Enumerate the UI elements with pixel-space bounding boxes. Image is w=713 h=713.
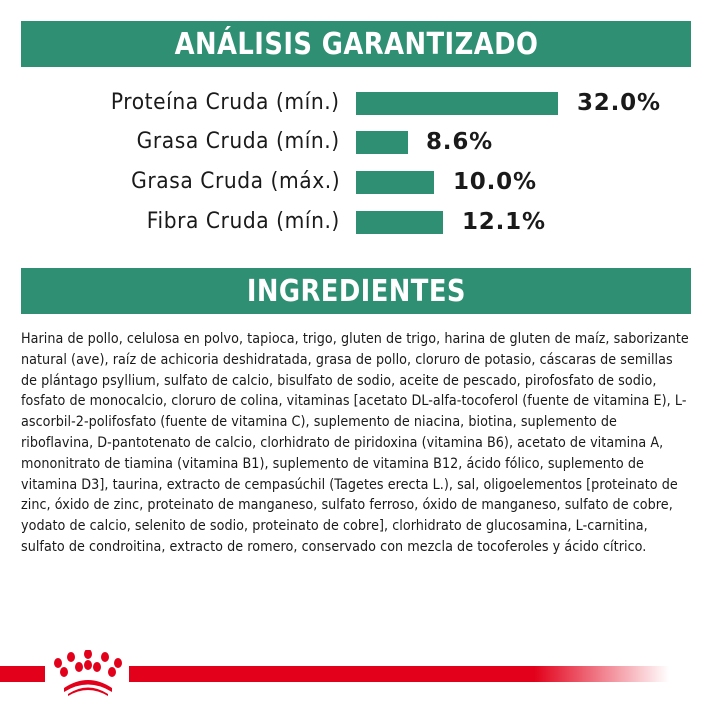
chart-row-value: 10.0% xyxy=(453,169,537,195)
footer-red-line-left xyxy=(0,666,45,682)
chart-bar xyxy=(356,131,408,154)
chart-row-value: 32.0% xyxy=(577,90,661,116)
chart-row-label: Grasa Cruda (mín.) xyxy=(136,129,340,154)
chart-row-protein xyxy=(0,88,713,118)
analysis-title-banner xyxy=(21,21,691,67)
ingredients-text: Harina de pollo, celulosa en polvo, tapioca, trigo, gluten de trigo, harina de gluten de maíz, saborizante natural (ave), raíz de achicoria deshidratada, grasa de pollo, cloruro de potasio, cáscaras de semillas de plántago psyllium, sulfato de calcio, bisulfato de sodio, aceite de pescado, pirofosfato de sodio, fosfato de monocalcio, cloruro de colina, vitaminas [acetato DL-alfa-tocoferol (fuente de vitamina E), L-ascorbil-2-polifosfato (fuente de vitamina C), suplemento de niacina, biotina, suplemento de riboflavina, D-pantotenato de calcio, clorhidrato de piridoxina (vitamina B6), acetato de vitamina A, mononitrato de tiamina (vitamina B1), suplemento de vitamina B12, ácido fólico, suplemento de vitamina D3], taurina, extracto de cempasúchil (Tagetes erecta L.), sal, oligoelementos [proteinato de zinc, óxido de zinc, proteinato de manganeso, sulfato ferroso, óxido de manganeso, sulfato de cobre, yodato de calcio, selenito de sodio, proteinato de cobre], clorhidrato de glucosamina, L-carnitina, sulfato de condroitina, extracto de romero, conservado con mezcla de tocoferoles y ácido cítrico. xyxy=(21,331,689,555)
chart-row-fat-min xyxy=(0,127,713,157)
chart-row-label: Proteína Cruda (mín.) xyxy=(111,90,340,115)
chart-row-value: 12.1% xyxy=(462,209,546,235)
chart-row-label: Fibra Cruda (mín.) xyxy=(146,209,340,234)
chart-row-label: Grasa Cruda (máx.) xyxy=(130,169,340,194)
chart-row-fat-max xyxy=(0,167,713,197)
footer-red-line-right xyxy=(129,666,669,682)
analysis-title: ANÁLISIS GARANTIZADO xyxy=(174,27,538,62)
chart-row-value: 8.6% xyxy=(426,129,493,155)
chart-row-fiber xyxy=(0,207,713,237)
chart-bar xyxy=(356,171,434,194)
ingredients-title-banner xyxy=(21,268,691,314)
crown-icon xyxy=(50,650,126,700)
ingredients-title: INGREDIENTES xyxy=(246,274,466,309)
chart-bar xyxy=(356,92,558,115)
chart-bar xyxy=(356,211,443,234)
